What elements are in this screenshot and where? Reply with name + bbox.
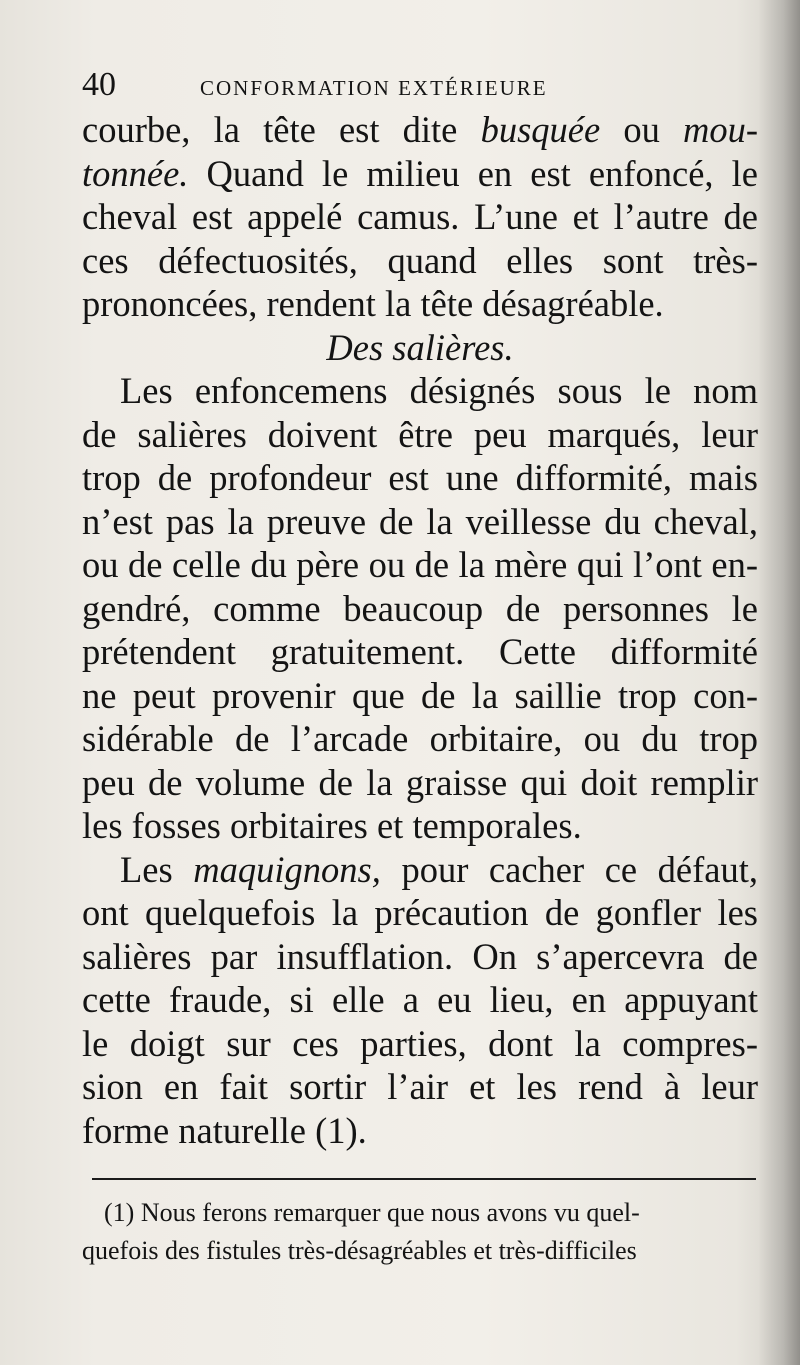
text-line: n’est pas la preuve de la veillesse du cheval, bbox=[82, 500, 758, 542]
page-header bbox=[82, 66, 642, 106]
text-line: trop de profondeur est une difformité, mais bbox=[82, 457, 758, 498]
text-line: tonnée. Quand le milieu en est enfoncé, le bbox=[82, 152, 758, 194]
text-line: prononcées, rendent la tête désagréable. bbox=[82, 283, 664, 324]
running-head: CONFORMATION EXTÉRIEURE bbox=[200, 76, 548, 100]
page-number: 40 bbox=[82, 66, 116, 103]
text-line: sion en fait sortir l’air et les rend à leur bbox=[82, 1066, 758, 1107]
footnote bbox=[82, 1194, 758, 1270]
page-edge-shadow bbox=[758, 0, 800, 1365]
text-line: ont quelquefois la précaution de gonfler les bbox=[82, 892, 758, 933]
text-line: forme naturelle (1). bbox=[82, 1109, 367, 1151]
text-line: gendré, comme beaucoup de personnes le bbox=[82, 587, 758, 629]
text-line: Les enfoncemens désignés sous le nom bbox=[120, 370, 758, 411]
text-line: cheval est appelé camus. L’une et l’autre de bbox=[82, 196, 758, 237]
section-heading: Des salières. bbox=[326, 326, 514, 368]
text-line: les fosses orbitaires et temporales. bbox=[82, 805, 582, 846]
text-line: peu de volume de la graisse qui doit remplir bbox=[82, 761, 758, 803]
body-text bbox=[82, 108, 758, 1152]
footnote-line: (1) Nous ferons remarquer que nous avons vu quel- bbox=[104, 1198, 640, 1227]
text-line: de salières doivent être peu marqués, leur bbox=[82, 413, 758, 455]
text-line: salières par insufflation. On s’apercevra de bbox=[82, 935, 758, 977]
footnote-rule bbox=[92, 1178, 756, 1180]
footnote-line: quefois des fistules très-désagréables et très-difficiles bbox=[82, 1236, 637, 1265]
text-line: courbe, la tête est dite busquée ou mou- bbox=[82, 109, 759, 150]
text-line: ces défectuosités, quand elles sont très- bbox=[82, 239, 758, 281]
text-line: Les maquignons, pour cacher ce défaut, bbox=[120, 848, 758, 890]
text-line: ou de celle du père ou de la mère qui l’ont en- bbox=[82, 544, 758, 585]
text-line: ne peut provenir que de la saillie trop con- bbox=[82, 674, 758, 716]
text-line: le doigt sur ces parties, dont la compres- bbox=[82, 1022, 758, 1064]
text-line: prétendent gratuitement. Cette difformité bbox=[82, 631, 758, 672]
text-line: cette fraude, si elle a eu lieu, en appuyant bbox=[82, 979, 758, 1020]
text-line: sidérable de l’arcade orbitaire, ou du trop bbox=[82, 718, 758, 759]
